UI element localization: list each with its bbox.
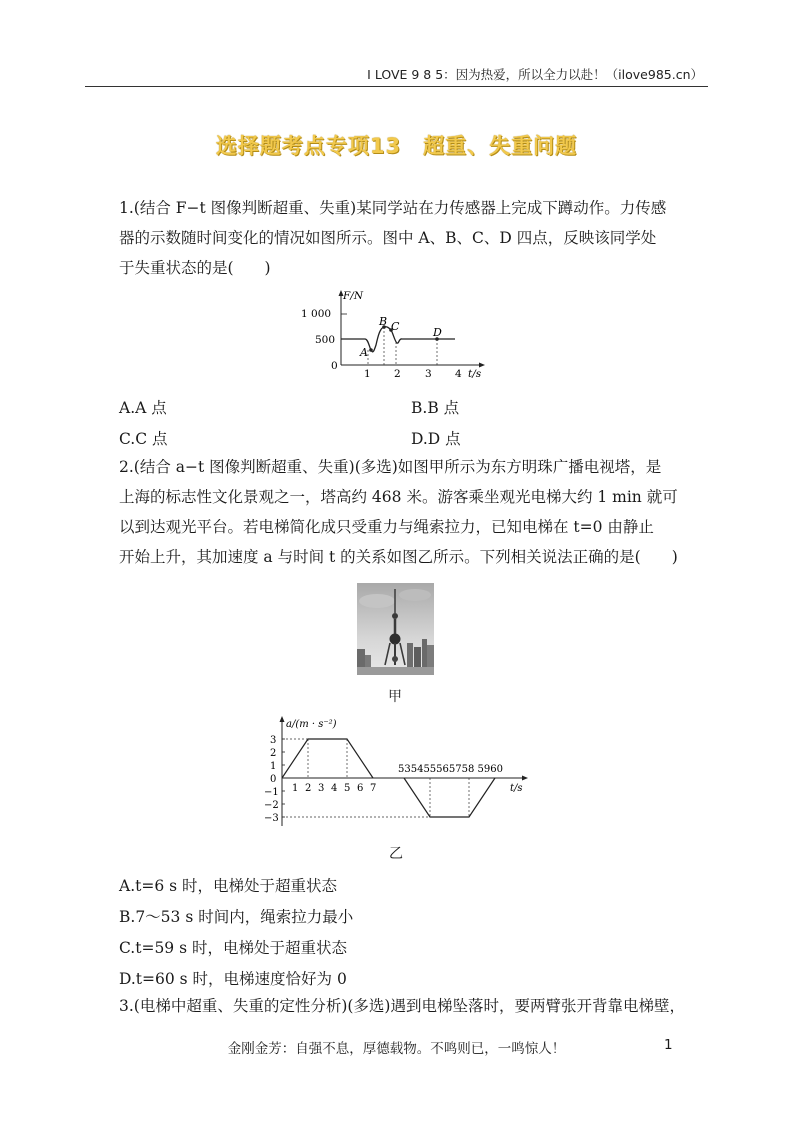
page-header: I LOVE 9 8 5：因为热爱，所以全力以赴！（ilove985.cn） <box>367 67 703 82</box>
q1-option-c[interactable]: C.C 点 <box>119 430 168 448</box>
y-tick-label: 3 <box>270 735 277 746</box>
page-number: 1 <box>664 1037 673 1053</box>
tower-photo <box>357 583 434 675</box>
point-label-c: C <box>391 320 400 333</box>
q1-option-d[interactable]: D.D 点 <box>411 430 461 448</box>
x-axis-label: t/s <box>468 368 482 380</box>
x-tick-label: 2 <box>305 783 312 794</box>
acceleration-curve-positive <box>282 739 373 778</box>
page-title: 选择题考点专项13 超重、失重问题 <box>215 134 578 158</box>
x-tick-label: 4 <box>331 783 338 794</box>
y-axis-label: a/(m · s⁻²) <box>286 719 337 730</box>
x-tick-label: 3 <box>425 368 432 380</box>
question-1-stem <box>119 193 675 283</box>
x-axis-arrow <box>522 776 528 781</box>
y-tick-label: 500 <box>315 334 336 346</box>
x-tick-label: 7 <box>370 783 377 794</box>
x-axis-arrow <box>479 363 485 368</box>
x-tick-label: 5 <box>344 783 351 794</box>
point-label-a: A <box>360 346 368 359</box>
q1-option-a[interactable]: A.A 点 <box>119 399 167 417</box>
point-label-d: D <box>433 326 442 339</box>
graph-caption: 乙 <box>389 846 403 862</box>
q2-option-c[interactable]: C.t=59 s 时，电梯处于超重状态 <box>119 939 347 957</box>
question-3-line: 3.(电梯中超重、失重的定性分析)(多选)遇到电梯坠落时，要两臂张开背靠电梯壁， <box>119 997 685 1015</box>
x-tick-label: 3 <box>318 783 325 794</box>
question-2-stem <box>119 452 678 572</box>
point-a-marker <box>369 348 373 352</box>
q2-option-b[interactable]: B.7～53 s 时间内，绳索拉力最小 <box>119 908 354 926</box>
question-2-line: 以到达观光平台。若电梯简化成只受重力与绳索拉力，已知电梯在 t=0 由静止 <box>119 518 654 536</box>
y-axis-arrow <box>280 716 285 722</box>
question-1-line: 1.(结合 F−t 图像判断超重、失重)某同学站在力传感器上完成下蹲动作。力传感 <box>119 199 667 217</box>
q2-option-a[interactable]: A.t=6 s 时，电梯处于超重状态 <box>119 877 338 895</box>
y-tick-label: 0 <box>331 360 338 372</box>
y-tick-label: −3 <box>264 813 279 824</box>
y-tick-label: 1 000 <box>301 308 332 320</box>
force-time-graph <box>295 288 495 380</box>
y-tick-label: 0 <box>270 774 277 785</box>
question-2-line: 开始上升，其加速度 a 与时间 t 的关系如图乙所示。下列相关说法正确的是( ) <box>119 548 678 566</box>
x-tick-label: 6 <box>357 783 364 794</box>
x-tick-label: 2 <box>394 368 401 380</box>
photo-caption: 甲 <box>388 689 402 705</box>
question-2-line: 2.(结合 a−t 图像判断超重、失重)(多选)如图甲所示为东方明珠广播电视塔，是 <box>119 458 662 476</box>
x-axis-label: t/s <box>510 783 523 794</box>
y-tick-label: 2 <box>270 748 277 759</box>
x-tick-label: 1 <box>364 368 371 380</box>
q1-option-b[interactable]: B.B 点 <box>411 399 460 417</box>
y-tick-label: −1 <box>264 787 279 798</box>
x-tick-label: 4 <box>455 368 462 380</box>
y-tick-label: −2 <box>264 800 279 811</box>
point-label-b: B <box>379 315 388 328</box>
q2-option-d[interactable]: D.t=60 s 时，电梯速度恰好为 0 <box>119 970 347 988</box>
question-1-line: 器的示数随时间变化的情况如图所示。图中 A、B、C、D 四点，反映该同学处 <box>119 229 657 247</box>
acceleration-time-graph <box>262 714 537 834</box>
x-tick-label: 1 <box>292 783 299 794</box>
x-tick-labels-right: 535455565758 5960 <box>398 764 503 775</box>
y-axis-label: F/N <box>343 290 364 302</box>
y-tick-label: 1 <box>270 761 277 772</box>
question-2-line: 上海的标志性文化景观之一，塔高约 468 米。游客乘坐观光电梯大约 1 min 就可 <box>119 488 678 506</box>
footer-motto: 金刚金芳：自强不息，厚德载物。不鸣则已，一鸣惊人！ <box>227 1041 566 1057</box>
acceleration-curve-negative <box>404 778 495 817</box>
header-divider <box>85 86 708 87</box>
question-3-stem <box>119 991 685 1021</box>
question-1-line: 于失重状态的是( ) <box>119 259 271 277</box>
